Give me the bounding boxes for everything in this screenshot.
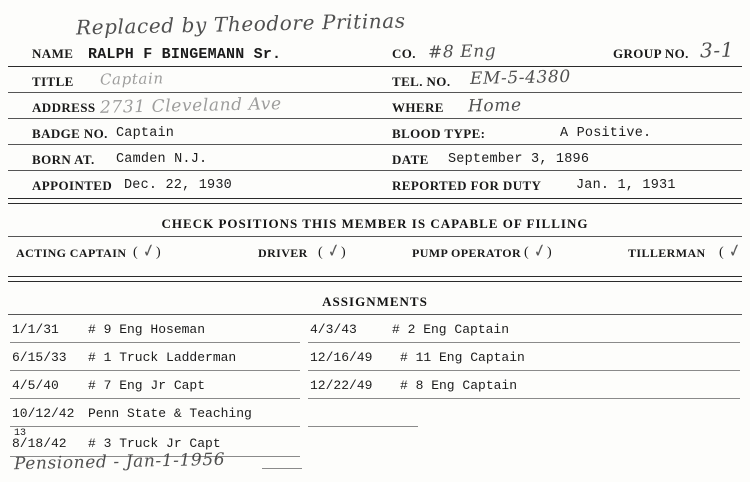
divider-positions-heading	[8, 236, 742, 237]
divider-appointed-2	[8, 203, 742, 204]
position-box-pump-operator[interactable]: (	[524, 245, 529, 260]
name-value: RALPH F BINGEMANN Sr.	[88, 46, 282, 63]
position-label-acting-captain: ACTING CAPTAIN	[16, 246, 127, 260]
assignment-left-text-3: Penn State & Teaching	[88, 406, 252, 421]
where-value: Home	[467, 95, 522, 117]
blood-label: BLOOD TYPE:	[392, 126, 486, 141]
assignment-row-rule-5	[262, 468, 302, 469]
assignment-right-date-2: 12/22/49	[310, 378, 373, 393]
assignment-left-date-0: 1/1/31	[12, 322, 59, 337]
assignment-right-date-0: 4/3/43	[310, 322, 357, 337]
divider-badge	[8, 144, 742, 145]
assignment-strike-note: 13	[14, 428, 27, 439]
title-label: TITLE	[32, 74, 74, 89]
name-label: NAME	[32, 46, 74, 61]
assignment-row-rule-1	[10, 370, 300, 371]
assignment-right-text-1: # 11 Eng Captain	[400, 350, 525, 365]
reported-value: Jan. 1, 1931	[576, 178, 676, 193]
pension-note: Pensioned - Jan-1-1956	[13, 449, 226, 475]
badge-label: BADGE NO.	[32, 126, 108, 141]
position-box-driver-close: )	[341, 245, 346, 260]
position-check-driver[interactable]: ✓	[326, 239, 342, 263]
assignment-left-date-4: 8/18/42	[12, 436, 67, 451]
assignment-right-text-2: # 8 Eng Captain	[400, 378, 518, 393]
co-value: #8 Eng	[427, 41, 497, 63]
where-label: WHERE	[392, 100, 444, 115]
assignment-left-text-1: # 1 Truck Ladderman	[88, 350, 237, 365]
assignment-left-date-2: 4/5/40	[12, 378, 59, 393]
assignments-heading: ASSIGNMENTS	[322, 294, 428, 309]
position-box-tillerman[interactable]: (	[719, 245, 724, 260]
assignment-left-text-4: # 3 Truck Jr Capt	[88, 436, 221, 451]
divider-name	[8, 66, 742, 67]
positions-heading: CHECK POSITIONS THIS MEMBER IS CAPABLE OF FILLING	[161, 216, 589, 231]
assignment-row-rule-0	[10, 342, 300, 343]
top-annotation: Replaced by Theodore Pritinas	[75, 8, 406, 40]
date-label: DATE	[392, 152, 429, 167]
divider-address	[8, 118, 742, 119]
divider-appointed	[8, 198, 742, 199]
assignment-row-rule-2	[10, 398, 300, 399]
position-label-driver: DRIVER	[258, 246, 308, 260]
assignment-row-rule-0b	[308, 342, 740, 343]
title-value: Captain	[99, 69, 164, 89]
assignment-left-text-2: # 7 Eng Jr Capt	[88, 378, 206, 393]
born-label: BORN AT.	[32, 152, 95, 167]
divider-assignments-heading	[8, 314, 742, 315]
assignment-row-rule-2b	[308, 398, 740, 399]
assignment-left-text-0: # 9 Eng Hoseman	[88, 322, 206, 337]
assignment-row-rule-1b	[308, 370, 740, 371]
assignment-left-date-1: 6/15/33	[12, 350, 67, 365]
position-label-tillerman: TILLERMAN	[628, 246, 706, 260]
divider-title	[8, 92, 742, 93]
position-box-pump-operator-close: )	[547, 245, 552, 260]
date-value: September 3, 1896	[448, 152, 590, 167]
position-check-pump-operator[interactable]: ✓	[532, 239, 548, 263]
position-check-tillerman[interactable]: ✓	[727, 239, 743, 263]
divider-positions-bottom-2	[8, 281, 742, 282]
appointed-value: Dec. 22, 1930	[124, 178, 232, 193]
position-label-pump-operator: PUMP OPERATOR	[412, 246, 522, 260]
group-label: GROUP NO.	[613, 46, 689, 61]
position-box-driver[interactable]: (	[318, 245, 323, 260]
group-value: 3-1	[699, 37, 735, 63]
position-box-acting-captain[interactable]: (	[133, 245, 138, 260]
position-check-acting-captain[interactable]: ✓	[141, 239, 157, 263]
appointed-label: APPOINTED	[32, 178, 113, 193]
assignment-left-date-3: 10/12/42	[12, 406, 75, 421]
assignment-row-rule-3	[10, 426, 300, 427]
address-value: 2731 Cleveland Ave	[99, 94, 282, 118]
co-label: CO.	[392, 46, 416, 61]
blood-value: A Positive.	[560, 126, 652, 141]
divider-positions-bottom	[8, 276, 742, 277]
badge-value: Captain	[116, 126, 175, 141]
position-box-acting-captain-close: )	[156, 245, 161, 260]
reported-label: REPORTED FOR DUTY	[392, 178, 542, 193]
assignment-right-date-1: 12/16/49	[310, 350, 373, 365]
assignment-right-text-0: # 2 Eng Captain	[392, 322, 510, 337]
born-value: Camden N.J.	[116, 152, 208, 167]
assignment-row-rule-3b	[308, 426, 418, 427]
tel-label: TEL. NO.	[392, 74, 451, 89]
divider-born	[8, 170, 742, 171]
address-label: ADDRESS	[32, 100, 96, 115]
tel-value: EM-5-4380	[469, 66, 571, 90]
